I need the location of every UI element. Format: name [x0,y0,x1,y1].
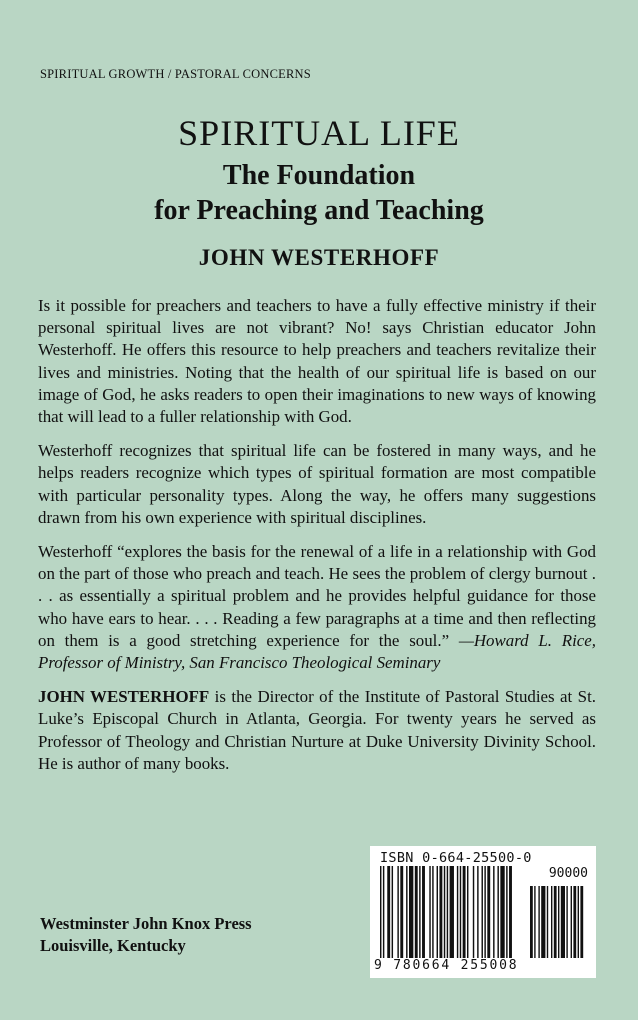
barcode-bar [447,866,448,958]
barcode-bar [392,866,393,958]
barcode-bar [509,866,512,958]
barcode-bar [400,866,403,958]
barcode-bar [493,866,494,958]
publisher-name: Westminster John Knox Press [40,914,252,933]
subtitle-line-1: The Foundation [222,160,416,191]
barcode-bar [467,866,468,958]
addon-bar [530,886,533,958]
publisher-block [40,913,252,957]
author-bio-text: is the Director of the Institute of Pastoral Studies at St. Luke’s Episcopal Church in Atlanta, Georgia. For twenty years he served as Professor of Theology and Christian Nurture at Duke University Divinity School. He is author of many books. [38,687,596,773]
barcode-bar [439,866,442,958]
publisher-location: Louisville, Kentucky [40,936,186,955]
description-paragraph-1: Is it possible for preachers and teachers to have a fully effective ministry if their personal spiritual lives are not vibrant? No! says Christian educator John Westerhoff. He offers this resource to help preachers and teachers revitalize their lives and ministries. Noting that the health of our spiritual life is based on our image of God, he asks readers to open their imaginations to new ways of knowing that will lead to a fuller relationship with God. [38,296,596,427]
endorsement-quote: Westerhoff “explores the basis for the renewal of a life in a relationship with God on the part of those who preach and teach. He sees the problem of clergy burnout . . . as essentially a spiritual problem and he provides helpful guidance for those who have ears to hear. . . . Reading a few paragraphs at a time and then reflecting on them is a good stretching experience for the soul.” [38,542,596,650]
barcode-bar [437,866,438,958]
barcode-bar [457,866,458,958]
addon-bar [554,886,557,958]
book-title: SPIRITUAL LIFE [178,113,460,153]
endorsement-paragraph [38,541,596,674]
barcode-bar [429,866,430,958]
description-paragraph-2: Westerhoff recognizes that spiritual life can be fostered in many ways, and he helps readers recognize which types of spiritual formation are most compatible with particular personality types. Along the way, he offers many suggestions drawn from his own experience with spiritual disciplines. [38,441,596,527]
author-bio-paragraph [38,686,596,775]
barcode-bar [463,866,466,958]
barcode-panel [370,846,596,978]
barcode-bar [473,866,474,958]
addon-bar [547,886,548,958]
addon-bar [551,886,552,958]
description-body [38,295,596,787]
author-bio-name: JOHN WESTERHOFF [38,687,210,707]
barcode-bar [397,866,398,958]
addon-bar [580,886,583,958]
book-subtitle [0,158,638,228]
addon-bar [538,886,539,958]
barcode-bar [409,866,413,958]
price-code: 90000 [548,866,588,881]
barcode-bar [383,866,384,958]
barcode-bar [444,866,445,958]
addon-bar [561,886,565,958]
barcode-bar [419,866,420,958]
barcode-graphic [380,866,588,958]
category-label: SPIRITUAL GROWTH / PASTORAL CONCERNS [40,67,311,81]
barcode-bar [415,866,418,958]
barcode-bar [460,866,461,958]
addon-bar [573,886,576,958]
isbn-number: ISBN 0-664-25500-0 [380,850,532,866]
barcode-bar [482,866,483,958]
barcode-bars [380,866,588,958]
barcode-bar [500,866,504,958]
barcode-bar [432,866,433,958]
barcode-bar [477,866,478,958]
barcode-bar [506,866,507,958]
ean-number: 9 780664 255008 [374,958,519,973]
subtitle-line-2: for Preaching and Teaching [154,195,484,226]
addon-bar [571,886,572,958]
barcode-bar [497,866,498,958]
addon-bar [566,886,567,958]
author-name: JOHN WESTERHOFF [198,245,440,270]
endorsement-citation: —Howard L. Rice, Professor of Ministry, San Francisco Theological Seminary [38,630,596,673]
barcode-bar [484,866,485,958]
barcode-bar [487,866,490,958]
addon-bar [578,886,579,958]
barcode-bar [422,866,425,958]
barcode-bar [387,866,390,958]
addon-bar [541,886,545,958]
addon-bar [558,886,559,958]
barcode-bar [406,866,407,958]
barcode-bar [450,866,454,958]
barcode-bar [380,866,381,958]
addon-bar [534,886,535,958]
